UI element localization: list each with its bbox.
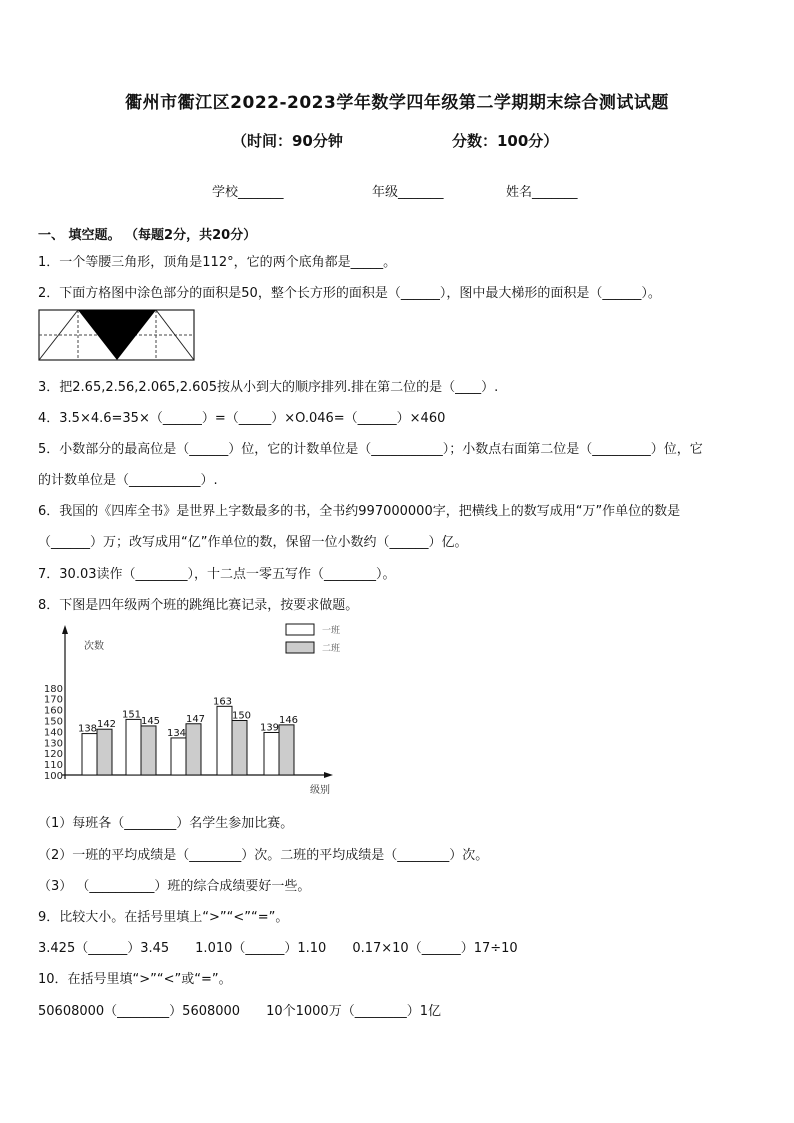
y-tick-label: 140 bbox=[43, 727, 63, 739]
legend-swatch bbox=[286, 642, 314, 653]
school-field[interactable]: 学校_______ bbox=[212, 185, 284, 200]
page-title: 衢州市衢江区2022-2023学年数学四年级第二学期期末综合测试试题 bbox=[125, 93, 669, 113]
y-tick-label: 180 bbox=[43, 683, 63, 695]
question-9: 9．比较大小。在括号里填上“>”“<”“=”。 bbox=[38, 910, 289, 925]
y-tick-label: 130 bbox=[43, 738, 63, 750]
bar-value-label: 145 bbox=[140, 715, 161, 727]
question-10: 10．在括号里填“>”“<”或“=”。 bbox=[38, 972, 232, 987]
grid-figure bbox=[38, 309, 196, 362]
bar-value-label: 134 bbox=[166, 727, 187, 739]
question-10-items: 50608000（________）5608000 10个1000万（________）1亿 bbox=[38, 1004, 441, 1019]
bar-value-label: 163 bbox=[212, 696, 233, 708]
bar-value-label: 139 bbox=[259, 722, 280, 734]
legend-swatch bbox=[286, 624, 314, 635]
bar-value-label: 138 bbox=[77, 723, 98, 735]
jump-rope-chart bbox=[38, 618, 348, 800]
question-4: 4．3.5×4.6=35×（______）=（_____）×O.046=（______）×460 bbox=[38, 411, 446, 426]
question-9-items: 3.425（______）3.45 1.010（______）1.10 0.17×10（______）17÷10 bbox=[38, 941, 518, 956]
bar-value-label: 142 bbox=[96, 719, 117, 731]
question-8-part2: （2）一班的平均成绩是（________）次。二班的平均成绩是（________）次。 bbox=[38, 848, 489, 863]
question-3: 3．把2.65,2.56,2.065,2.605按从小到大的顺序排列.排在第二位的是（____）. bbox=[38, 380, 499, 395]
question-6-line2: （______）万；改写成用“亿”作单位的数，保留一位小数约（______）亿。 bbox=[38, 535, 468, 550]
x-axis-arrow bbox=[324, 772, 333, 778]
time-label: （时间：90分钟 bbox=[232, 132, 343, 150]
y-tick-label: 150 bbox=[43, 716, 63, 728]
question-2: 2．下面方格图中涂色部分的面积是50，整个长方形的面积是（______），图中最大梯形的面积是（______）。 bbox=[38, 286, 661, 301]
bar bbox=[97, 729, 112, 775]
y-tick-label: 170 bbox=[43, 694, 63, 706]
question-1: 1．一个等腰三角形，顶角是112°，它的两个底角都是_____。 bbox=[38, 255, 397, 270]
bar-value-label: 151 bbox=[121, 709, 142, 721]
score-label: 分数：100分） bbox=[452, 132, 559, 150]
bar bbox=[141, 726, 156, 775]
bar bbox=[186, 724, 201, 775]
bar bbox=[232, 721, 247, 776]
y-tick-label: 100 bbox=[43, 771, 63, 782]
bar-value-label: 146 bbox=[278, 714, 299, 726]
bar bbox=[217, 706, 232, 775]
question-5-line1: 5．小数部分的最高位是（______）位，它的计数单位是（___________）；小数点右面第二位是（_________）位，它 bbox=[38, 442, 703, 457]
y-axis-arrow bbox=[62, 625, 68, 634]
bar bbox=[82, 734, 97, 775]
y-tick-label: 110 bbox=[43, 760, 63, 772]
question-8-part3: （3） （__________）班的综合成绩要好一些。 bbox=[38, 879, 311, 894]
grade-field[interactable]: 年级_______ bbox=[372, 185, 444, 200]
question-8-part1: （1）每班各（________）名学生参加比赛。 bbox=[38, 816, 294, 831]
name-field[interactable]: 姓名_______ bbox=[506, 185, 578, 200]
bar bbox=[279, 725, 294, 775]
question-7: 7．30.03读作（________），十二点一零五写作（________）。 bbox=[38, 567, 396, 582]
section-heading: 一、 填空题。 （每题2分，共20分） bbox=[38, 228, 257, 243]
bar-value-label: 150 bbox=[231, 710, 252, 722]
legend-label: 二班 bbox=[322, 644, 341, 654]
question-8: 8．下图是四年级两个班的跳绳比赛记录，按要求做题。 bbox=[38, 598, 359, 613]
y-tick-label: 120 bbox=[43, 749, 63, 761]
question-6-line1: 6．我国的《四库全书》是世界上字数最多的书，全书约997000000字，把横线上的数写成用“万”作单位的数是 bbox=[38, 504, 681, 519]
y-tick-label: 160 bbox=[43, 705, 63, 717]
bar bbox=[264, 732, 279, 775]
legend-label: 一班 bbox=[322, 626, 341, 636]
bar bbox=[126, 719, 141, 775]
bar-value-label: 147 bbox=[185, 713, 206, 725]
x-axis-label: 级别 bbox=[310, 785, 330, 796]
y-axis-label: 次数 bbox=[84, 641, 104, 652]
bar bbox=[171, 738, 186, 775]
question-5-line2: 的计数单位是（___________）. bbox=[38, 473, 218, 488]
